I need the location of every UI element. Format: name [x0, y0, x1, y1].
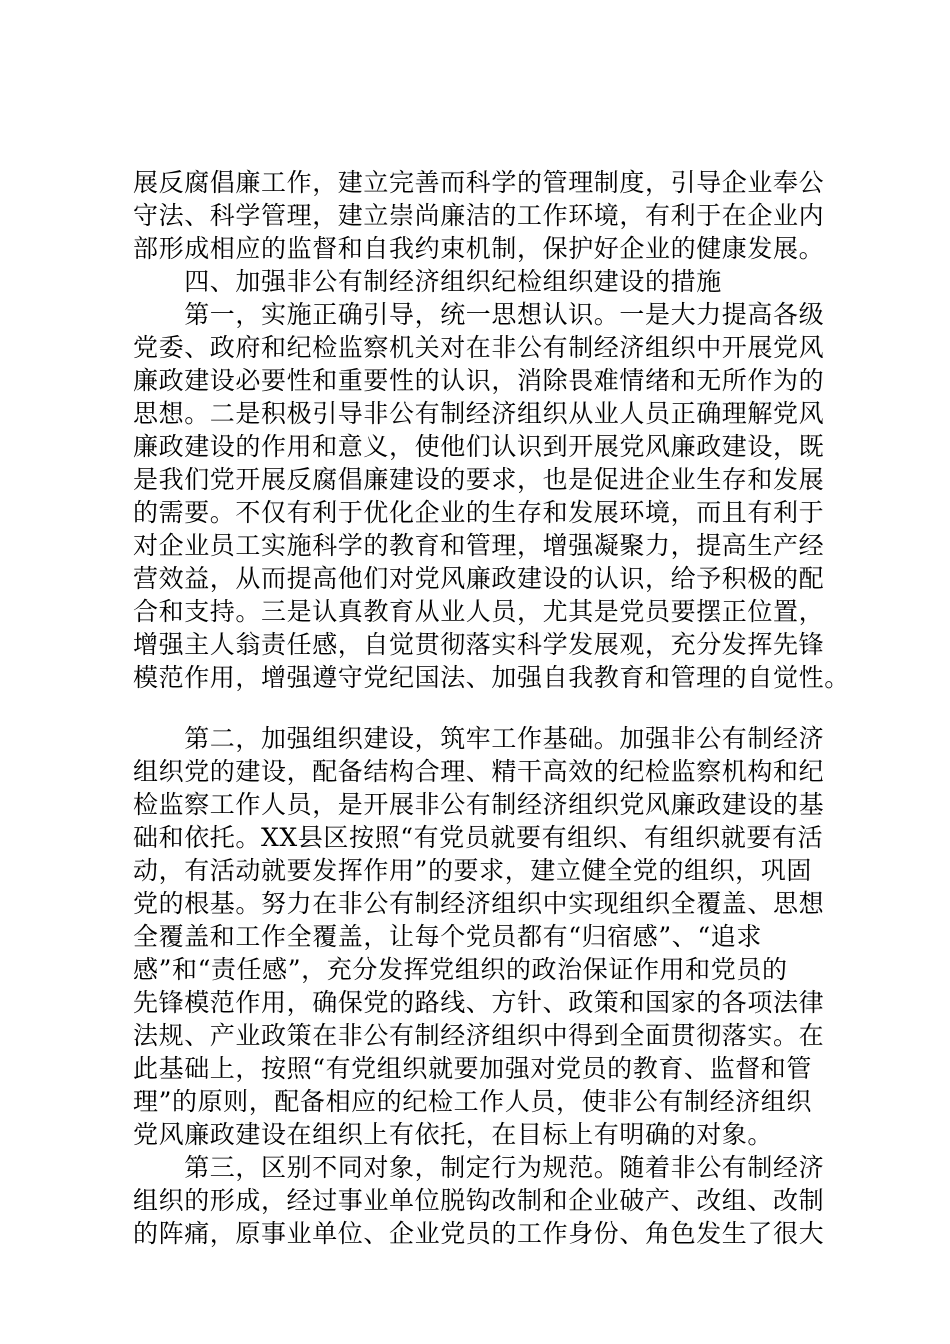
text-line: 感”和“责任感”，充分发挥党组织的政治保证作用和党员的: [133, 955, 788, 984]
text-line: 组织党的建设，配备结构合理、精干高效的纪检监察机构和纪: [133, 757, 825, 786]
text-line: 增强主人翁责任感，自觉贯彻落实科学发展观，充分发挥先锋: [133, 630, 825, 659]
text-line: 党的根基。努力在非公有制经济组织中实现组织全覆盖、思想: [133, 889, 825, 918]
text-line: 检监察工作人员，是开展非公有制经济组织党风廉政建设的基: [133, 790, 825, 819]
text-line: 础和依托。XX县区按照“有党员就要有组织、有组织就要有活: [133, 823, 824, 852]
text-line: 的阵痛，原事业单位、企业党员的工作身份、角色发生了很大: [133, 1219, 825, 1248]
blank-line: [133, 694, 848, 722]
text-line: 廉政建设的作用和意义，使他们认识到开展党风廉政建设，既: [133, 432, 825, 461]
text-line: 全覆盖和工作全覆盖，让每个党员都有“归宿感”、“追求: [133, 922, 762, 951]
text-line: 此基础上，按照“有党组织就要加强对党员的教育、监督和管: [133, 1054, 812, 1083]
text-line: 部形成相应的监督和自我约束机制，保护好企业的健康发展。: [133, 234, 825, 263]
text-line: 党风廉政建设在组织上有依托，在目标上有明确的对象。: [133, 1120, 774, 1149]
text-line: 守法、科学管理，建立崇尚廉洁的工作环境，有利于在企业内: [133, 201, 825, 230]
text-line: 组织的形成，经过事业单位脱钩改制和企业破产、改组、改制: [133, 1186, 825, 1215]
text-line: 思想。二是积极引导非公有制经济组织从业人员正确理解党风: [133, 399, 825, 428]
text-line: 对企业员工实施科学的教育和管理，增强凝聚力，提高生产经: [133, 531, 825, 560]
text-line: 展反腐倡廉工作，建立完善而科学的管理制度，引导企业奉公: [133, 168, 825, 197]
text-line: 廉政建设必要性和重要性的认识，消除畏难情绪和无所作为的: [133, 366, 825, 395]
text-line: 模范作用，增强遵守党纪国法、加强自我教育和管理的自觉性。: [133, 663, 850, 692]
document-body: [133, 166, 848, 1250]
text-line: 动，有活动就要发挥作用”的要求，建立健全党的组织，巩固: [133, 856, 812, 885]
paragraph-first-line: 第一，实施正确引导，统一思想认识。一是大力提高各级: [133, 300, 825, 329]
text-line: 理”的原则，配备相应的纪检工作人员，使非公有制经济组织: [133, 1087, 812, 1116]
text-line: 的需要。不仅有利于优化企业的生存和发展环境，而且有利于: [133, 498, 825, 527]
text-line: 先锋模范作用，确保党的路线、方针、政策和国家的各项法律: [133, 988, 825, 1017]
text-line: 合和支持。三是认真教育从业人员，尤其是党员要摆正位置，: [133, 597, 825, 626]
text-line: 党委、政府和纪检监察机关对在非公有制经济组织中开展党风: [133, 333, 825, 362]
text-line: 法规、产业政策在非公有制经济组织中得到全面贯彻落实。在: [133, 1021, 825, 1050]
text-line: 是我们党开展反腐倡廉建设的要求，也是促进企业生存和发展: [133, 465, 825, 494]
text-line: 营效益，从而提高他们对党风廉政建设的认识，给予积极的配: [133, 564, 825, 593]
paragraph-first-line: 第二，加强组织建设，筑牢工作基础。加强非公有制经济: [133, 724, 825, 753]
section-heading: 四、加强非公有制经济组织纪检组织建设的措施: [133, 267, 722, 296]
paragraph-first-line: 第三，区别不同对象，制定行为规范。随着非公有制经济: [133, 1153, 825, 1182]
